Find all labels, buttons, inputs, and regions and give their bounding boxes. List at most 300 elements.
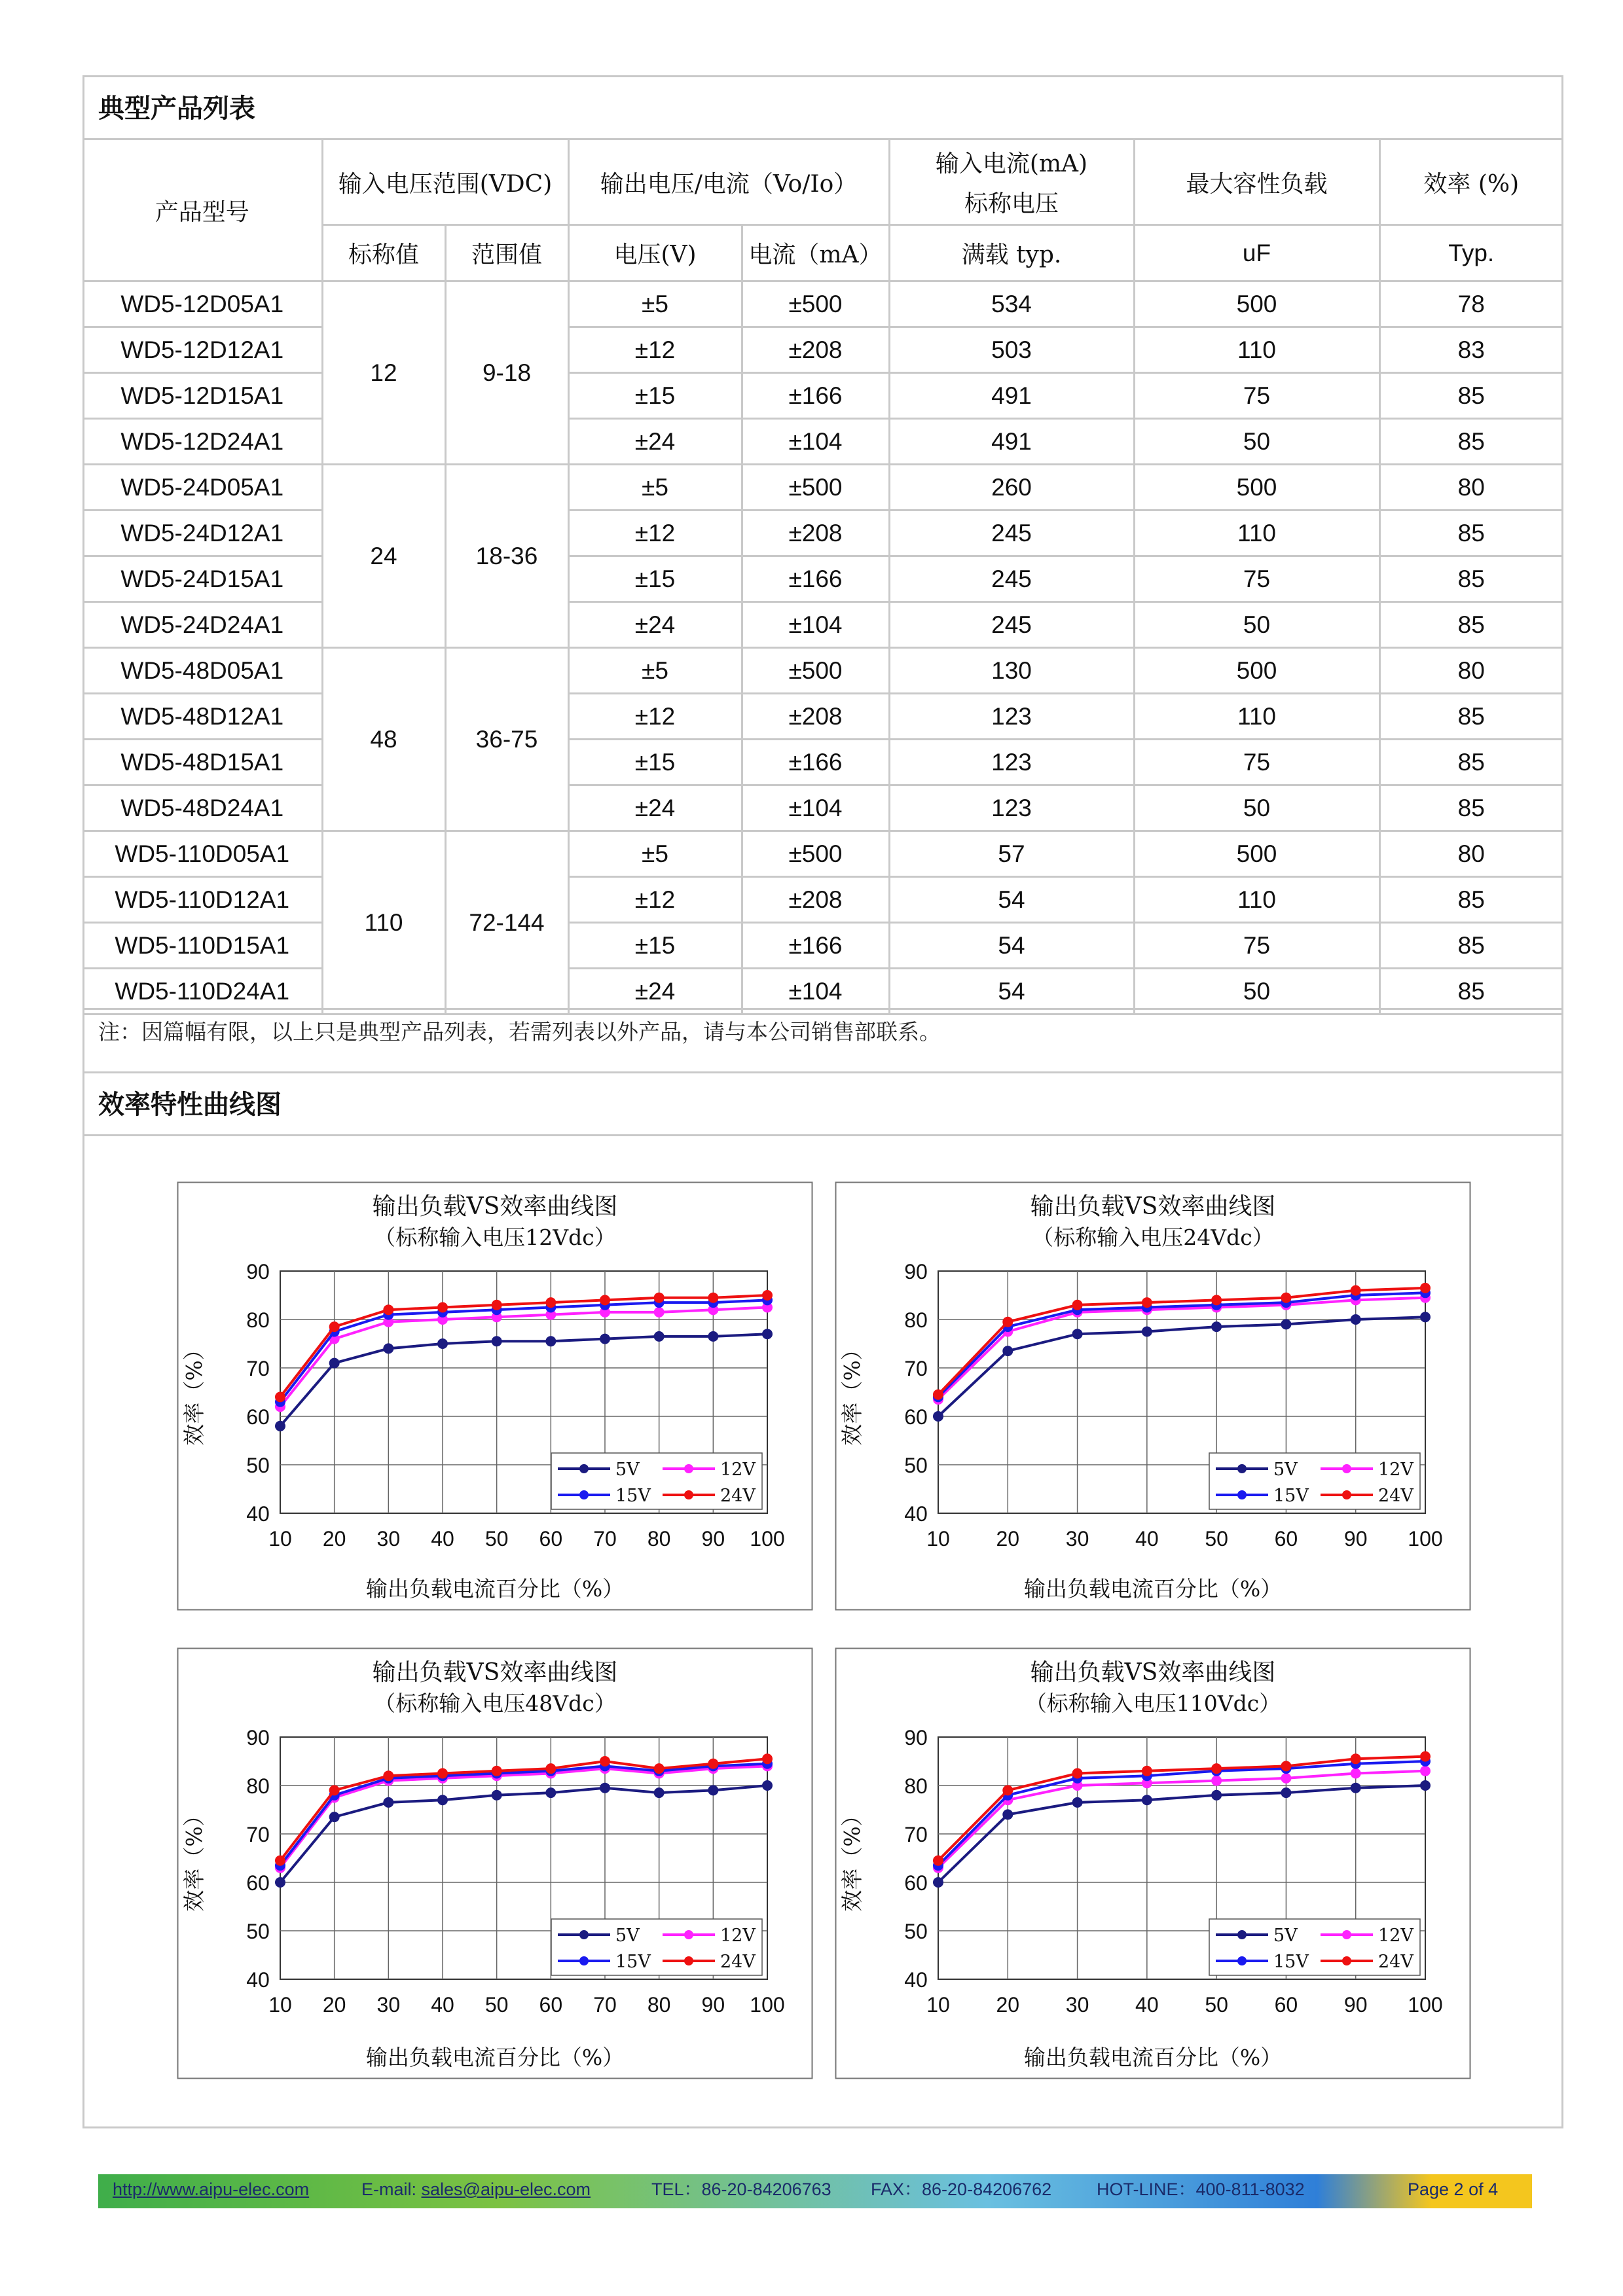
x-tick-label: 60 bbox=[539, 1993, 563, 2017]
cell-output-voltage: ±15 bbox=[568, 556, 742, 602]
data-point-24v bbox=[1211, 1295, 1222, 1305]
cell-model: WD5-24D24A1 bbox=[83, 602, 322, 648]
header-current: 电流（mA） bbox=[742, 225, 889, 281]
data-point-5v bbox=[1351, 1314, 1361, 1325]
cell-output-voltage: ±12 bbox=[568, 327, 742, 373]
chart-subtitle: （标称输入电压24Vdc） bbox=[1032, 1225, 1274, 1250]
cell-output-voltage: ±15 bbox=[568, 740, 742, 785]
cell-cap-load: 50 bbox=[1134, 785, 1379, 831]
cell-cap-load: 50 bbox=[1134, 602, 1379, 648]
legend-swatch-marker bbox=[684, 1464, 693, 1473]
table-row bbox=[83, 923, 1562, 969]
data-point-5v bbox=[275, 1421, 285, 1431]
cell-input-current: 54 bbox=[889, 877, 1134, 923]
cell-cap-load: 75 bbox=[1134, 373, 1379, 419]
cell-cap-load: 500 bbox=[1134, 831, 1379, 877]
data-point-5v bbox=[545, 1787, 556, 1798]
cell-model: WD5-110D05A1 bbox=[83, 831, 322, 877]
legend-swatch-marker bbox=[1237, 1464, 1247, 1473]
x-tick-label: 40 bbox=[1135, 1527, 1159, 1551]
data-point-5v bbox=[1072, 1797, 1083, 1808]
x-axis-label: 输出负载电流百分比（%） bbox=[1023, 1576, 1283, 1602]
cell-efficiency: 85 bbox=[1379, 740, 1562, 785]
cell-model: WD5-48D12A1 bbox=[83, 694, 322, 740]
x-tick-label: 70 bbox=[593, 1527, 617, 1551]
data-point-5v bbox=[762, 1329, 773, 1339]
data-point-5v bbox=[329, 1358, 340, 1369]
cell-nominal-voltage: 12 bbox=[322, 281, 445, 465]
y-tick-label: 50 bbox=[246, 1920, 270, 1943]
y-tick-label: 70 bbox=[246, 1357, 270, 1380]
cell-input-current: 534 bbox=[889, 281, 1134, 327]
data-point-24v bbox=[492, 1766, 502, 1776]
legend-label: 15V bbox=[1273, 1952, 1309, 1972]
x-tick-label: 80 bbox=[647, 1993, 671, 2017]
cell-efficiency: 80 bbox=[1379, 648, 1562, 694]
cell-output-current: ±500 bbox=[742, 648, 889, 694]
footer-email-label: E-mail: bbox=[361, 2179, 417, 2199]
chart-title: 输出负载VS效率曲线图 bbox=[1030, 1659, 1276, 1686]
table-row bbox=[83, 419, 1562, 465]
cell-output-voltage: ±24 bbox=[568, 785, 742, 831]
x-tick-label: 30 bbox=[1065, 1993, 1089, 2017]
x-tick-label: 40 bbox=[1135, 1993, 1159, 2017]
cell-efficiency: 85 bbox=[1379, 923, 1562, 969]
data-point-24v bbox=[1281, 1761, 1291, 1771]
y-axis-label: 效率（%） bbox=[181, 1338, 207, 1446]
y-tick-label: 90 bbox=[904, 1726, 928, 1749]
cell-cap-load: 50 bbox=[1134, 419, 1379, 465]
y-tick-label: 80 bbox=[246, 1308, 270, 1332]
data-point-5v bbox=[1420, 1780, 1431, 1791]
legend-swatch-marker bbox=[684, 1956, 693, 1965]
table-row bbox=[83, 648, 1562, 694]
data-point-5v bbox=[708, 1785, 718, 1795]
footer-fax: FAX：86-20-84206762 bbox=[871, 2179, 1052, 2199]
data-point-5v bbox=[1072, 1329, 1083, 1339]
cell-output-current: ±500 bbox=[742, 465, 889, 511]
legend-label: 5V bbox=[615, 1926, 640, 1946]
cell-cap-load: 50 bbox=[1134, 969, 1379, 1014]
cell-output-voltage: ±15 bbox=[568, 923, 742, 969]
data-point-5v bbox=[762, 1780, 773, 1791]
cell-input-current: 245 bbox=[889, 602, 1134, 648]
x-tick-label: 90 bbox=[701, 1993, 725, 2017]
cell-efficiency: 85 bbox=[1379, 969, 1562, 1014]
x-axis-label: 输出负载电流百分比（%） bbox=[365, 1576, 625, 1602]
y-axis-label: 效率（%） bbox=[839, 1804, 865, 1912]
cell-output-current: ±166 bbox=[742, 373, 889, 419]
cell-voltage-range: 9-18 bbox=[445, 281, 568, 465]
y-tick-label: 70 bbox=[246, 1823, 270, 1846]
x-tick-label: 10 bbox=[926, 1993, 950, 2017]
cell-efficiency: 85 bbox=[1379, 694, 1562, 740]
cell-output-voltage: ±24 bbox=[568, 419, 742, 465]
cell-nominal-voltage: 110 bbox=[322, 831, 445, 1014]
legend-swatch-marker bbox=[1342, 1956, 1351, 1965]
x-tick-label: 20 bbox=[322, 1527, 346, 1551]
data-point-24v bbox=[275, 1856, 285, 1866]
data-point-12v bbox=[1351, 1768, 1361, 1779]
data-point-5v bbox=[1142, 1327, 1152, 1337]
data-point-24v bbox=[383, 1770, 393, 1781]
cell-model: WD5-12D05A1 bbox=[83, 281, 322, 327]
x-tick-label: 80 bbox=[647, 1527, 671, 1551]
cell-output-voltage: ±12 bbox=[568, 877, 742, 923]
data-point-5v bbox=[437, 1338, 448, 1349]
data-point-24v bbox=[600, 1756, 610, 1767]
header-input-current bbox=[889, 139, 1134, 225]
data-point-5v bbox=[933, 1411, 943, 1422]
data-point-24v bbox=[492, 1300, 502, 1310]
divider bbox=[82, 1134, 1563, 1136]
data-point-5v bbox=[1351, 1783, 1361, 1793]
cell-nominal-voltage: 48 bbox=[322, 648, 445, 831]
x-tick-label: 90 bbox=[1343, 1527, 1368, 1551]
cell-input-current: 491 bbox=[889, 419, 1134, 465]
legend-label: 15V bbox=[615, 1952, 651, 1972]
y-tick-label: 40 bbox=[246, 1968, 270, 1992]
legend-swatch-marker bbox=[1342, 1464, 1351, 1473]
cell-voltage-range: 36-75 bbox=[445, 648, 568, 831]
cell-model: WD5-24D15A1 bbox=[83, 556, 322, 602]
cell-output-current: ±500 bbox=[742, 281, 889, 327]
header-input-current-line1: 输入电流(mA) bbox=[935, 151, 1088, 177]
legend-label: 12V bbox=[1378, 1926, 1413, 1946]
data-point-5v bbox=[492, 1336, 502, 1346]
efficiency-chart-48v bbox=[177, 1647, 813, 2079]
data-point-24v bbox=[1351, 1285, 1361, 1296]
x-axis-label: 输出负载电流百分比（%） bbox=[1023, 2045, 1283, 2070]
data-point-24v bbox=[708, 1293, 718, 1303]
x-tick-label: 50 bbox=[1205, 1993, 1228, 2017]
cell-cap-load: 500 bbox=[1134, 281, 1379, 327]
x-tick-label: 100 bbox=[750, 1993, 785, 2017]
data-point-24v bbox=[1072, 1300, 1083, 1310]
cell-input-current: 491 bbox=[889, 373, 1134, 419]
cell-input-current: 245 bbox=[889, 511, 1134, 556]
legend-swatch-marker bbox=[579, 1956, 589, 1965]
cell-output-current: ±208 bbox=[742, 511, 889, 556]
y-tick-label: 50 bbox=[246, 1454, 270, 1477]
legend-label: 5V bbox=[1273, 1460, 1298, 1480]
table-row bbox=[83, 969, 1562, 1014]
x-tick-label: 10 bbox=[268, 1993, 292, 2017]
data-point-24v bbox=[1002, 1317, 1013, 1327]
data-point-24v bbox=[933, 1856, 943, 1866]
chart-title: 输出负载VS效率曲线图 bbox=[372, 1193, 618, 1220]
data-point-24v bbox=[1420, 1283, 1431, 1293]
data-point-24v bbox=[1142, 1766, 1152, 1776]
y-tick-label: 90 bbox=[246, 1726, 270, 1749]
data-point-24v bbox=[1351, 1753, 1361, 1764]
cell-output-current: ±500 bbox=[742, 831, 889, 877]
data-point-24v bbox=[1420, 1751, 1431, 1762]
x-tick-label: 30 bbox=[1065, 1527, 1089, 1551]
table-row bbox=[83, 877, 1562, 923]
cell-cap-load: 75 bbox=[1134, 556, 1379, 602]
cell-model: WD5-12D12A1 bbox=[83, 327, 322, 373]
header-output: 输出电压/电流（Vo/Io） bbox=[568, 139, 889, 225]
legend-label: 12V bbox=[720, 1460, 756, 1480]
cell-output-current: ±208 bbox=[742, 877, 889, 923]
cell-model: WD5-48D24A1 bbox=[83, 785, 322, 831]
cell-efficiency: 85 bbox=[1379, 556, 1562, 602]
cell-output-current: ±104 bbox=[742, 419, 889, 465]
data-point-24v bbox=[329, 1785, 340, 1795]
table-row bbox=[83, 465, 1562, 511]
cell-nominal-voltage: 24 bbox=[322, 465, 445, 648]
legend-label: 24V bbox=[720, 1952, 756, 1972]
chart-subtitle: （标称输入电压110Vdc） bbox=[1025, 1691, 1281, 1716]
footer-tel: TEL：86-20-84206763 bbox=[651, 2179, 831, 2199]
legend-label: 24V bbox=[1378, 1486, 1413, 1506]
data-point-5v bbox=[1142, 1795, 1152, 1805]
data-point-24v bbox=[762, 1290, 773, 1300]
y-tick-label: 70 bbox=[904, 1823, 928, 1846]
y-tick-label: 50 bbox=[904, 1454, 928, 1477]
chart-subtitle: （标称输入电压12Vdc） bbox=[374, 1225, 616, 1250]
y-axis-label: 效率（%） bbox=[181, 1804, 207, 1912]
header-full-load: 满载 typ. bbox=[889, 225, 1134, 281]
cell-input-current: 123 bbox=[889, 694, 1134, 740]
cell-efficiency: 83 bbox=[1379, 327, 1562, 373]
data-point-5v bbox=[1211, 1790, 1222, 1801]
legend-label: 24V bbox=[1378, 1952, 1413, 1972]
header-range: 范围值 bbox=[445, 225, 568, 281]
cell-cap-load: 75 bbox=[1134, 740, 1379, 785]
header-voltage: 电压(V) bbox=[568, 225, 742, 281]
cell-cap-load: 110 bbox=[1134, 877, 1379, 923]
cell-output-current: ±166 bbox=[742, 740, 889, 785]
data-point-5v bbox=[492, 1790, 502, 1801]
data-point-5v bbox=[275, 1877, 285, 1888]
cell-output-current: ±208 bbox=[742, 694, 889, 740]
cell-model: WD5-110D15A1 bbox=[83, 923, 322, 969]
y-tick-label: 90 bbox=[904, 1260, 928, 1283]
data-point-24v bbox=[437, 1768, 448, 1779]
data-point-5v bbox=[1002, 1809, 1013, 1820]
cell-input-current: 260 bbox=[889, 465, 1134, 511]
legend-label: 5V bbox=[1273, 1926, 1298, 1946]
data-point-12v bbox=[1211, 1776, 1222, 1786]
table-note: 注：因篇幅有限，以上只是典型产品列表，若需列表以外产品，请与本公司销售部联系。 bbox=[98, 1019, 941, 1045]
legend-swatch-marker bbox=[1342, 1930, 1351, 1939]
cell-cap-load: 75 bbox=[1134, 923, 1379, 969]
legend-label: 12V bbox=[1378, 1460, 1413, 1480]
section-title-efficiency: 效率特性曲线图 bbox=[98, 1089, 282, 1120]
data-point-5v bbox=[437, 1795, 448, 1805]
data-point-24v bbox=[383, 1304, 393, 1315]
data-point-5v bbox=[1281, 1319, 1291, 1329]
y-tick-label: 80 bbox=[904, 1774, 928, 1798]
x-tick-label: 100 bbox=[1408, 1993, 1443, 2017]
cell-model: WD5-48D15A1 bbox=[83, 740, 322, 785]
table-row bbox=[83, 327, 1562, 373]
legend-label: 12V bbox=[720, 1926, 756, 1946]
cell-input-current: 130 bbox=[889, 648, 1134, 694]
x-tick-label: 40 bbox=[431, 1527, 454, 1551]
data-point-24v bbox=[1142, 1297, 1152, 1308]
efficiency-chart-110v bbox=[835, 1647, 1471, 2079]
legend-label: 15V bbox=[1273, 1486, 1309, 1506]
x-tick-label: 10 bbox=[926, 1527, 950, 1551]
y-tick-label: 60 bbox=[904, 1871, 928, 1895]
legend-swatch-marker bbox=[579, 1490, 589, 1499]
header-input-current-line2: 标称电压 bbox=[964, 190, 1059, 217]
x-axis-label: 输出负载电流百分比（%） bbox=[365, 2045, 625, 2070]
cell-model: WD5-24D05A1 bbox=[83, 465, 322, 511]
x-tick-label: 100 bbox=[750, 1527, 785, 1551]
x-tick-label: 30 bbox=[376, 1993, 401, 2017]
data-point-5v bbox=[545, 1336, 556, 1346]
cell-model: WD5-110D12A1 bbox=[83, 877, 322, 923]
footer-hotline: HOT-LINE：400-811-8032 bbox=[1097, 2179, 1305, 2199]
legend-label: 24V bbox=[720, 1486, 756, 1506]
cell-input-current: 503 bbox=[889, 327, 1134, 373]
cell-input-current: 54 bbox=[889, 923, 1134, 969]
cell-model: WD5-110D24A1 bbox=[83, 969, 322, 1014]
data-point-24v bbox=[762, 1753, 773, 1764]
x-tick-label: 20 bbox=[996, 1527, 1020, 1551]
data-point-24v bbox=[545, 1297, 556, 1308]
cell-efficiency: 85 bbox=[1379, 373, 1562, 419]
data-point-5v bbox=[933, 1877, 943, 1888]
cell-output-voltage: ±24 bbox=[568, 602, 742, 648]
table-row bbox=[83, 373, 1562, 419]
y-tick-label: 70 bbox=[904, 1357, 928, 1380]
x-tick-label: 50 bbox=[484, 1993, 509, 2017]
y-tick-label: 50 bbox=[904, 1920, 928, 1943]
cell-output-current: ±166 bbox=[742, 556, 889, 602]
cell-output-current: ±104 bbox=[742, 969, 889, 1014]
footer-page-number: Page 2 of 4 bbox=[1408, 2179, 1499, 2199]
table-row bbox=[83, 602, 1562, 648]
table-row bbox=[83, 281, 1562, 327]
x-tick-label: 50 bbox=[484, 1527, 509, 1551]
data-point-5v bbox=[1002, 1346, 1013, 1356]
data-point-5v bbox=[1281, 1787, 1291, 1798]
cell-output-current: ±104 bbox=[742, 602, 889, 648]
cell-cap-load: 500 bbox=[1134, 465, 1379, 511]
cell-efficiency: 85 bbox=[1379, 511, 1562, 556]
y-tick-label: 80 bbox=[246, 1774, 270, 1798]
data-point-24v bbox=[654, 1293, 665, 1303]
cell-model: WD5-12D24A1 bbox=[83, 419, 322, 465]
header-efficiency: 效率 (%) bbox=[1379, 139, 1562, 225]
legend-swatch-marker bbox=[1237, 1956, 1247, 1965]
data-point-24v bbox=[275, 1391, 285, 1402]
footer-email bbox=[361, 2174, 591, 2204]
y-tick-label: 60 bbox=[246, 1405, 270, 1429]
cell-efficiency: 85 bbox=[1379, 419, 1562, 465]
cell-input-current: 123 bbox=[889, 785, 1134, 831]
cell-output-voltage: ±12 bbox=[568, 511, 742, 556]
header-cap-load: 最大容性负载 bbox=[1134, 139, 1379, 225]
header-model: 产品型号 bbox=[83, 139, 322, 281]
data-point-5v bbox=[600, 1334, 610, 1344]
data-point-24v bbox=[600, 1295, 610, 1305]
y-axis-label: 效率（%） bbox=[839, 1338, 865, 1446]
efficiency-chart-24v bbox=[835, 1181, 1471, 1611]
data-point-12v bbox=[654, 1307, 665, 1318]
cell-output-voltage: ±24 bbox=[568, 969, 742, 1014]
header-typ: Typ. bbox=[1379, 225, 1562, 281]
cell-input-current: 54 bbox=[889, 969, 1134, 1014]
header-nominal: 标称值 bbox=[322, 225, 445, 281]
legend-swatch-marker bbox=[1342, 1490, 1351, 1499]
cell-output-current: ±166 bbox=[742, 923, 889, 969]
cell-output-voltage: ±5 bbox=[568, 648, 742, 694]
cell-output-current: ±104 bbox=[742, 785, 889, 831]
x-tick-label: 50 bbox=[1205, 1527, 1228, 1551]
cell-efficiency: 85 bbox=[1379, 602, 1562, 648]
x-tick-label: 70 bbox=[593, 1993, 617, 2017]
cell-model: WD5-24D12A1 bbox=[83, 511, 322, 556]
footer bbox=[98, 2174, 1532, 2208]
x-tick-label: 20 bbox=[996, 1993, 1020, 2017]
x-tick-label: 90 bbox=[1343, 1993, 1368, 2017]
cell-voltage-range: 18-36 bbox=[445, 465, 568, 648]
x-tick-label: 60 bbox=[1274, 1993, 1298, 2017]
legend-swatch-marker bbox=[1237, 1930, 1247, 1939]
data-point-5v bbox=[600, 1783, 610, 1793]
cell-output-voltage: ±5 bbox=[568, 831, 742, 877]
table-row bbox=[83, 556, 1562, 602]
table-row bbox=[83, 831, 1562, 877]
table-row bbox=[83, 694, 1562, 740]
cell-cap-load: 110 bbox=[1134, 327, 1379, 373]
x-tick-label: 90 bbox=[701, 1527, 725, 1551]
legend-swatch-marker bbox=[1237, 1490, 1247, 1499]
cell-output-voltage: ±5 bbox=[568, 281, 742, 327]
x-tick-label: 60 bbox=[1274, 1527, 1298, 1551]
data-point-24v bbox=[933, 1390, 943, 1400]
data-point-5v bbox=[383, 1797, 393, 1808]
x-tick-label: 60 bbox=[539, 1527, 563, 1551]
table-row bbox=[83, 511, 1562, 556]
table-row bbox=[83, 785, 1562, 831]
data-point-24v bbox=[437, 1302, 448, 1313]
footer-email-link[interactable]: sales@aipu-elec.com bbox=[421, 2179, 591, 2199]
data-point-24v bbox=[708, 1759, 718, 1769]
data-point-24v bbox=[654, 1763, 665, 1774]
cell-cap-load: 110 bbox=[1134, 511, 1379, 556]
chart-title: 输出负载VS效率曲线图 bbox=[372, 1659, 618, 1686]
data-point-5v bbox=[654, 1787, 665, 1798]
legend-swatch-marker bbox=[579, 1930, 589, 1939]
cell-input-current: 245 bbox=[889, 556, 1134, 602]
cell-efficiency: 85 bbox=[1379, 877, 1562, 923]
section-title-product-list: 典型产品列表 bbox=[98, 93, 255, 124]
cell-model: WD5-12D15A1 bbox=[83, 373, 322, 419]
data-point-24v bbox=[1002, 1785, 1013, 1795]
cell-efficiency: 80 bbox=[1379, 465, 1562, 511]
data-point-24v bbox=[329, 1321, 340, 1332]
cell-output-voltage: ±12 bbox=[568, 694, 742, 740]
y-tick-label: 80 bbox=[904, 1308, 928, 1332]
chart-subtitle: （标称输入电压48Vdc） bbox=[374, 1691, 616, 1716]
footer-website-link[interactable]: http://www.aipu-elec.com bbox=[113, 2179, 310, 2199]
y-tick-label: 60 bbox=[246, 1871, 270, 1895]
header-input-range: 输入电压范围(VDC) bbox=[322, 139, 568, 225]
y-tick-label: 60 bbox=[904, 1405, 928, 1429]
data-point-12v bbox=[1281, 1773, 1291, 1784]
chart-title: 输出负载VS效率曲线图 bbox=[1030, 1193, 1276, 1220]
data-point-5v bbox=[383, 1343, 393, 1354]
data-point-12v bbox=[1420, 1766, 1431, 1776]
data-point-5v bbox=[1420, 1312, 1431, 1322]
